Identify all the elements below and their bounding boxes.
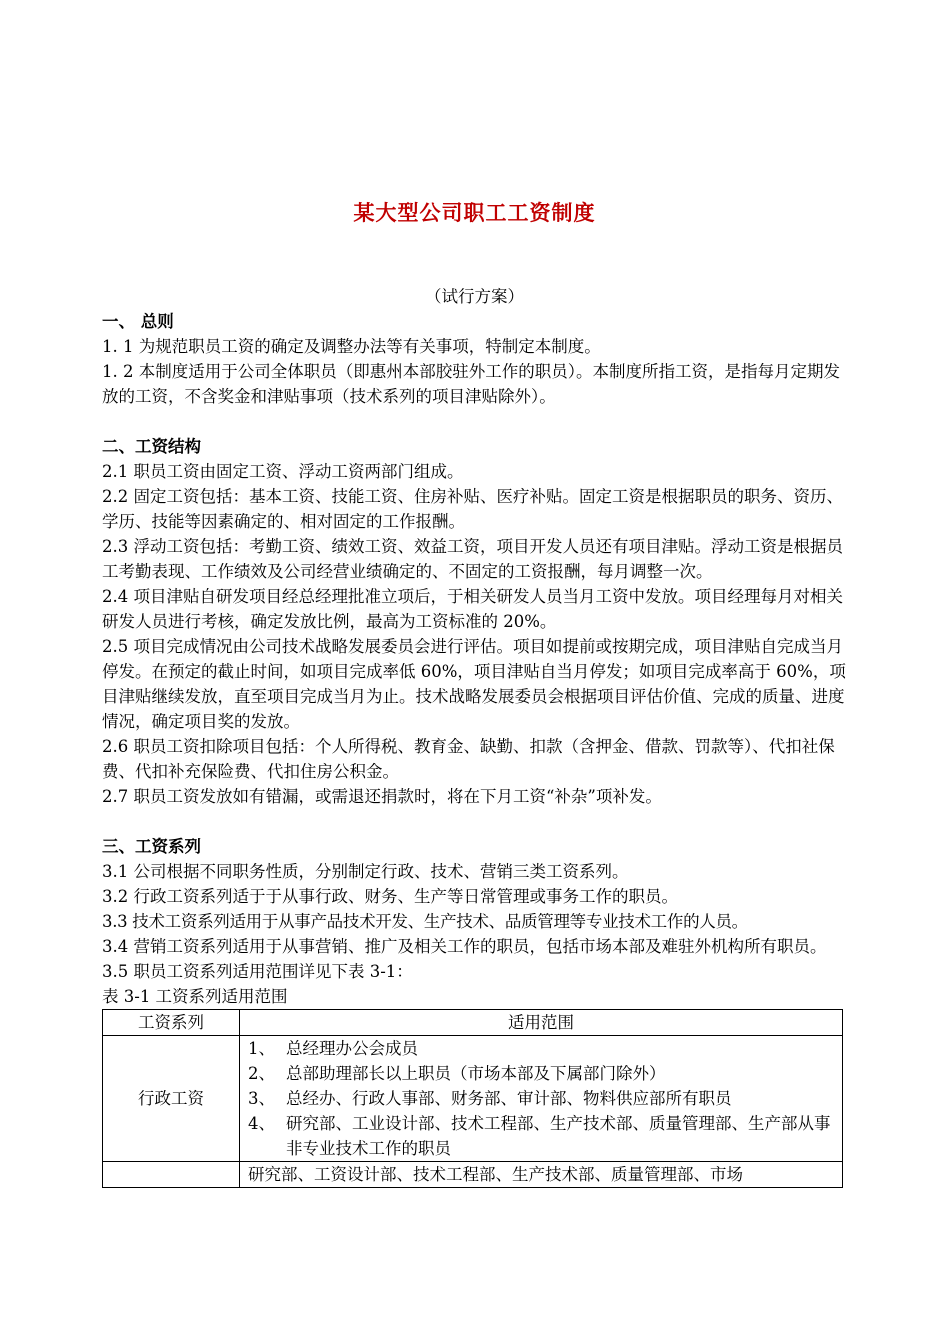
- paragraph-3-5: 3.5 职员工资系列适用范围详见下表 3-1：: [102, 962, 413, 981]
- paragraph-2-3: 2.3 浮动工资包括：考勤工资、绩效工资、效益工资，项目开发人员还有项目津贴。浮动工资是根据员工考勤表现、工作绩效及公司经营业绩确定的、不固定的工资报酬，每月调整一次。: [102, 537, 843, 581]
- paragraph-2-4: 2.4 项目津贴自研发项目经总经理批准立项后，于相关研发人员当月工资中发放。项目经理每月对相关研发人员进行考核，确定发放比例，最高为工资标准的 20%。: [102, 587, 843, 631]
- paragraph-2-2: 2.2 固定工资包括：基本工资、技能工资、住房补贴、医疗补贴。固定工资是根据职员的职务、资历、学历、技能等因素确定的、相对固定的工作报酬。: [102, 487, 843, 531]
- document-subtitle: （试行方案）: [425, 287, 524, 306]
- section-heading-general: 一、 总则: [102, 312, 174, 331]
- table-cell-scope: [240, 1036, 843, 1162]
- document-title: 某大型公司职工工资制度: [353, 200, 596, 225]
- paragraph-3-2: 3.2 行政工资系列适于于从事行政、财务、生产等日常管理或事务工作的职员。: [102, 887, 678, 906]
- section-heading-series: 三、工资系列: [102, 837, 201, 856]
- paragraph-3-3: 3.3 技术工资系列适用于从事产品技术开发、生产技术、品质管理等专业技术工作的人员。: [102, 912, 748, 931]
- list-item: 3、 总经办、行政人事部、财务部、审计部、物料供应部所有职员: [248, 1089, 732, 1108]
- document-page: [102, 0, 847, 1344]
- table-caption: 表 3-1 工资系列适用范围: [102, 987, 288, 1006]
- salary-series-table: [102, 1009, 843, 1188]
- list-item: 2、 总部助理部长以上职员（市场本部及下属部门除外）: [248, 1064, 666, 1083]
- table-cell-category: [103, 1162, 240, 1188]
- paragraph-3-1: 3.1 公司根据不同职务性质，分别制定行政、技术、营销三类工资系列。: [102, 862, 629, 881]
- table-cell-scope: 研究部、工资设计部、技术工程部、生产技术部、质量管理部、市场: [240, 1162, 843, 1188]
- paragraph-2-5: 2.5 项目完成情况由公司技术战略发展委员会进行评估。项目如提前或按期完成，项目津贴自完成当月停发。在预定的截止时间，如项目完成率低 60%，项目津贴自当月停发；如项目完成率高于 60%，项目津贴继续发放，直至项目完成当月为止。技术战略发展委员会根据项目评估价值、完成的质量、进度情况，确定项目奖的发放。: [102, 637, 846, 731]
- paragraph-1-2: 1. 2 本制度适用于公司全体职员（即惠州本部胶驻外工作的职员）。本制度所指工资，是指每月定期发放的工资，不含奖金和津贴事项（技术系列的项目津贴除外）。: [102, 362, 840, 406]
- table-header-row: [103, 1010, 843, 1036]
- table-header-series: 工资系列: [103, 1010, 240, 1036]
- table-cell-category: 行政工资: [103, 1036, 240, 1162]
- table-row: [103, 1036, 843, 1162]
- paragraph-2-7: 2.7 职员工资发放如有错漏，或需退还捐款时，将在下月工资“补杂”项补发。: [102, 787, 662, 806]
- paragraph-2-1: 2.1 职员工资由固定工资、浮动工资两部门组成。: [102, 462, 464, 481]
- paragraph-3-4: 3.4 营销工资系列适用于从事营销、推广及相关工作的职员，包括市场本部及难驻外机构所有职员。: [102, 937, 827, 956]
- table-row: [103, 1162, 843, 1188]
- section-heading-structure: 二、工资结构: [102, 437, 201, 456]
- list-item: 4、 研究部、工业设计部、技术工程部、生产技术部、质量管理部、生产部从事非专业技术工作的职员: [248, 1114, 831, 1158]
- paragraph-1-1: 1. 1 为规范职员工资的确定及调整办法等有关事项，特制定本制度。: [102, 337, 601, 356]
- list-item: 1、 总经理办公会成员: [248, 1039, 418, 1058]
- paragraph-2-6: 2.6 职员工资扣除项目包括：个人所得税、教育金、缺勤、扣款（含押金、借款、罚款等）、代扣社保费、代扣补充保险费、代扣住房公积金。: [102, 737, 835, 781]
- table-header-scope: 适用范围: [240, 1010, 843, 1036]
- document-body: [102, 309, 847, 1188]
